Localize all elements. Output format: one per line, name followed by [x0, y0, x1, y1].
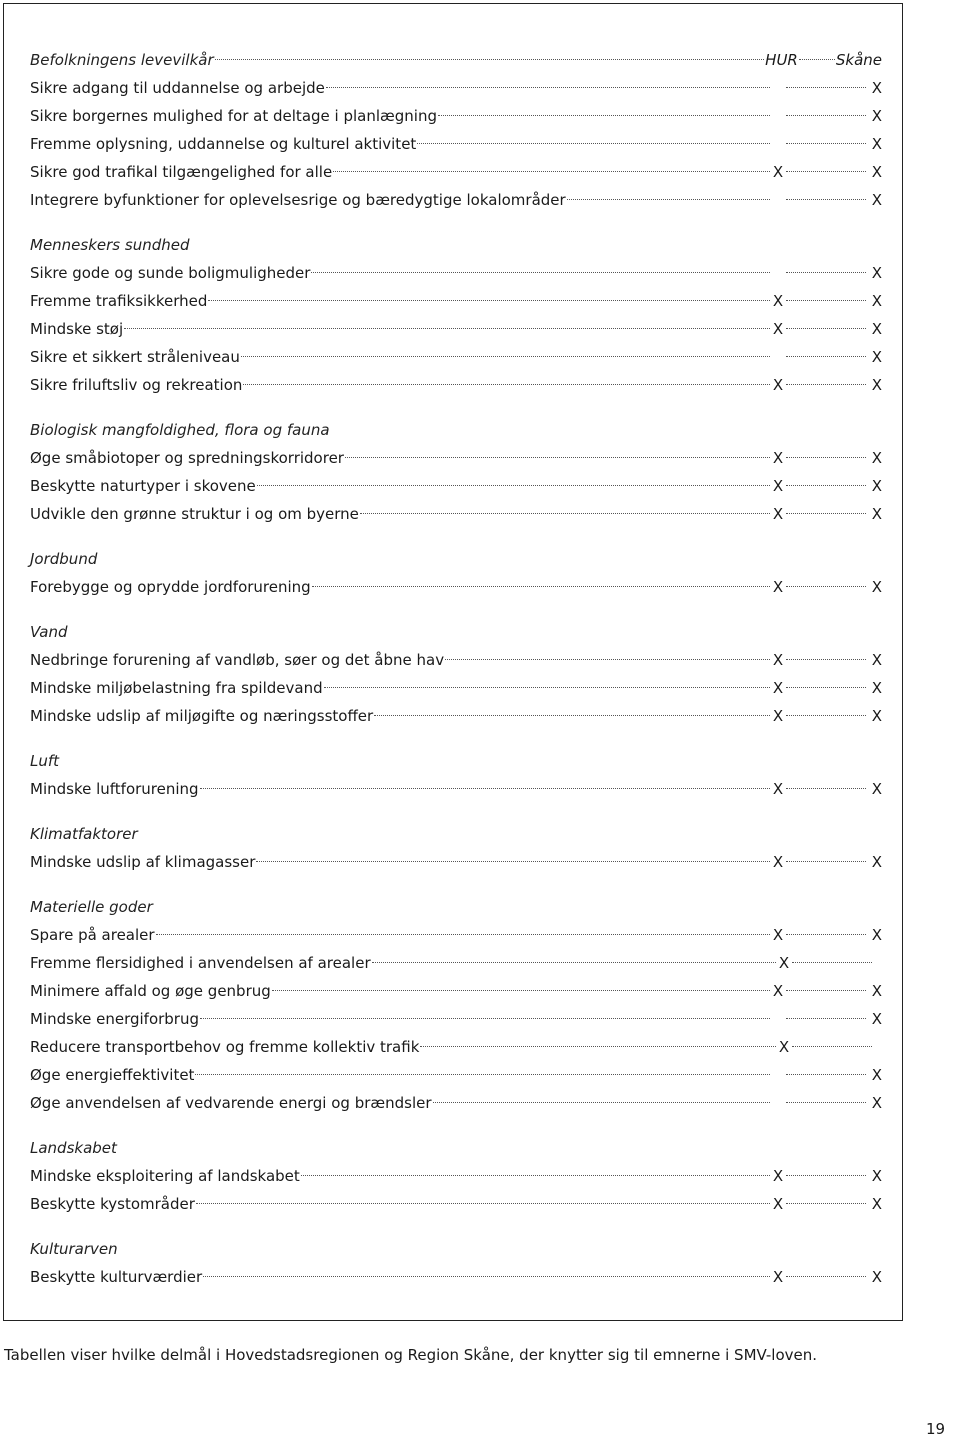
skane-mark: X: [871, 707, 882, 725]
dot-leader: [786, 300, 866, 301]
hur-mark: X: [772, 449, 784, 467]
dot-leader: [326, 87, 770, 88]
skane-mark: X: [871, 477, 882, 495]
dot-leader: [417, 143, 770, 144]
dot-leader: [372, 962, 776, 963]
dot-leader: [786, 934, 866, 935]
dot-leader: [786, 171, 866, 172]
section-heading: Klimatfaktorer: [30, 825, 138, 843]
dot-leader: [786, 115, 866, 116]
section-group: [30, 893, 882, 1117]
goal-label: Minimere affald og øge genbrug: [30, 982, 271, 1000]
section-heading: Materielle goder: [30, 898, 153, 916]
section-heading: Befolkningens levevilkår: [30, 51, 214, 69]
table-row: [30, 1190, 882, 1218]
table-row: [30, 775, 882, 803]
goal-label: Fremme trafiksikkerhed: [30, 292, 208, 310]
table-row: [30, 259, 882, 287]
skane-mark: X: [871, 449, 882, 467]
dot-leader: [241, 356, 770, 357]
hur-mark: X: [772, 982, 784, 1000]
hur-mark: X: [772, 1268, 784, 1286]
dot-leader: [792, 962, 872, 963]
section-heading: Jordbund: [30, 550, 98, 568]
dot-leader: [786, 457, 866, 458]
section-group: [30, 618, 882, 730]
skane-mark: X: [871, 1268, 882, 1286]
section-group: [30, 1235, 882, 1291]
goal-label: Øge småbiotoper og spredningskorridorer: [30, 449, 344, 467]
dot-leader: [786, 1102, 866, 1103]
table-row: [30, 1061, 882, 1089]
section-group: [30, 231, 882, 399]
dot-leader: [786, 687, 866, 688]
goal-label: Mindske energiforbrug: [30, 1010, 199, 1028]
table-row: [30, 1033, 882, 1061]
skane-mark: X: [871, 1066, 882, 1084]
skane-mark: X: [871, 505, 882, 523]
table-row: [30, 158, 882, 186]
dot-leader: [156, 934, 770, 935]
dot-leader: [786, 328, 866, 329]
dot-leader: [786, 485, 866, 486]
dot-leader: [786, 87, 866, 88]
skane-mark: X: [871, 264, 882, 282]
skane-mark: X: [871, 1094, 882, 1112]
goal-label: Fremme oplysning, uddannelse og kulturel aktivitet: [30, 135, 417, 153]
dot-leader: [215, 59, 765, 60]
skane-mark: X: [871, 135, 882, 153]
dot-leader: [786, 384, 866, 385]
goal-label: Nedbringe forurening af vandløb, søer og det åbne hav: [30, 651, 445, 669]
goal-label: Mindske luftforurening: [30, 780, 199, 798]
section-heading: Kulturarven: [30, 1240, 118, 1258]
dot-leader: [374, 715, 770, 716]
goal-label: Fremme flersidighed i anvendelsen af arealer: [30, 954, 371, 972]
table-row: [30, 1162, 882, 1190]
dot-leader: [786, 1074, 866, 1075]
section-group: [30, 46, 882, 214]
skane-mark: X: [871, 376, 882, 394]
hur-mark: X: [772, 853, 784, 871]
goal-label: Sikre borgernes mulighed for at deltage i planlægning: [30, 107, 437, 125]
dot-leader: [360, 513, 770, 514]
goal-label: Mindske miljøbelastning fra spildevand: [30, 679, 323, 697]
table-row: [30, 500, 882, 528]
table-row: [30, 921, 882, 949]
table-caption: Tabellen viser hvilke delmål i Hovedstadsregionen og Region Skåne, der knytter sig til emnerne i SMV-loven.: [4, 1346, 818, 1364]
goal-label: Mindske støj: [30, 320, 124, 338]
skane-mark: X: [871, 1195, 882, 1213]
dot-leader: [312, 586, 770, 587]
goal-label: Udvikle den grønne struktur i og om byerne: [30, 505, 359, 523]
dot-leader: [243, 384, 770, 385]
skane-mark: X: [871, 926, 882, 944]
dot-leader: [567, 199, 770, 200]
section-group: [30, 747, 882, 803]
dot-leader: [445, 659, 770, 660]
hur-mark: X: [772, 376, 784, 394]
skane-mark: X: [871, 348, 882, 366]
skane-mark: X: [871, 1010, 882, 1028]
table-row: [30, 646, 882, 674]
dot-leader: [786, 586, 866, 587]
table-row: [30, 848, 882, 876]
goal-label: Sikre adgang til uddannelse og arbejde: [30, 79, 325, 97]
hur-mark: X: [772, 679, 784, 697]
hur-mark: X: [772, 505, 784, 523]
dot-leader: [124, 328, 770, 329]
skane-mark: X: [871, 1167, 882, 1185]
skane-mark: X: [871, 163, 882, 181]
skane-mark: X: [871, 320, 882, 338]
goals-table: [30, 46, 882, 1308]
table-row: [30, 315, 882, 343]
skane-mark: X: [871, 679, 882, 697]
table-row: [30, 186, 882, 214]
hur-mark: X: [772, 1167, 784, 1185]
dot-leader: [208, 300, 770, 301]
dot-leader: [311, 272, 770, 273]
goal-label: Reducere transportbehov og fremme kollektiv trafik: [30, 1038, 420, 1056]
hur-mark: X: [772, 926, 784, 944]
dot-leader: [786, 143, 866, 144]
goal-label: Spare på arealer: [30, 926, 155, 944]
section-group: [30, 545, 882, 601]
dot-leader: [786, 659, 866, 660]
dot-leader: [786, 715, 866, 716]
table-row: [30, 287, 882, 315]
goal-label: Beskytte kystområder: [30, 1195, 195, 1213]
dot-leader: [200, 788, 770, 789]
goal-label: Mindske eksploitering af landskabet: [30, 1167, 300, 1185]
dot-leader: [420, 1046, 776, 1047]
table-row: [30, 1005, 882, 1033]
section-group: [30, 1134, 882, 1218]
dot-leader: [792, 1046, 872, 1047]
skane-mark: X: [871, 780, 882, 798]
dot-leader: [786, 1018, 866, 1019]
section-header-row: [30, 46, 882, 74]
dot-leader: [203, 1276, 770, 1277]
dot-leader: [786, 513, 866, 514]
hur-mark: X: [772, 1195, 784, 1213]
section-heading: Biologisk mangfoldighed, flora og fauna: [30, 421, 330, 439]
goal-label: Øge energieffektivitet: [30, 1066, 195, 1084]
dot-leader: [786, 356, 866, 357]
table-row: [30, 472, 882, 500]
hur-mark: X: [772, 707, 784, 725]
dot-leader: [786, 1175, 866, 1176]
hur-mark: X: [778, 954, 790, 972]
table-row: [30, 702, 882, 730]
table-row: [30, 573, 882, 601]
table-row: [30, 949, 882, 977]
dot-leader: [786, 272, 866, 273]
dot-leader: [195, 1074, 770, 1075]
hur-mark: X: [772, 651, 784, 669]
dot-leader: [345, 457, 770, 458]
section-group: [30, 820, 882, 876]
dot-leader: [257, 485, 770, 486]
goal-label: Sikre gode og sunde boligmuligheder: [30, 264, 311, 282]
dot-leader: [799, 59, 835, 60]
skane-mark: X: [871, 853, 882, 871]
skane-mark: X: [871, 79, 882, 97]
hur-mark: X: [772, 578, 784, 596]
goal-label: Mindske udslip af klimagasser: [30, 853, 256, 871]
skane-mark: X: [871, 107, 882, 125]
section-group: [30, 416, 882, 528]
table-row: [30, 343, 882, 371]
dot-leader: [272, 990, 770, 991]
table-row: [30, 74, 882, 102]
goal-label: Integrere byfunktioner for oplevelsesrige og bæredygtige lokalområder: [30, 191, 566, 209]
dot-leader: [301, 1175, 770, 1176]
dot-leader: [333, 171, 770, 172]
dot-leader: [200, 1018, 770, 1019]
hur-mark: X: [772, 163, 784, 181]
table-row: [30, 1263, 882, 1291]
skane-mark: X: [871, 191, 882, 209]
dot-leader: [196, 1203, 770, 1204]
hur-mark: X: [772, 320, 784, 338]
hur-mark: X: [772, 780, 784, 798]
dot-leader: [786, 1203, 866, 1204]
table-row: [30, 130, 882, 158]
goal-label: Øge anvendelsen af vedvarende energi og brændsler: [30, 1094, 432, 1112]
goal-label: Forebygge og oprydde jordforurening: [30, 578, 311, 596]
table-row: [30, 1089, 882, 1117]
dot-leader: [256, 861, 770, 862]
section-heading: Vand: [30, 623, 68, 641]
hur-mark: X: [778, 1038, 790, 1056]
table-row: [30, 371, 882, 399]
column-header-skane: Skåne: [835, 51, 882, 69]
dot-leader: [324, 687, 770, 688]
section-heading: Landskabet: [30, 1139, 117, 1157]
table-frame: [3, 3, 903, 1321]
dot-leader: [786, 1276, 866, 1277]
table-row: [30, 977, 882, 1005]
section-heading: Menneskers sundhed: [30, 236, 190, 254]
goal-label: Sikre friluftsliv og rekreation: [30, 376, 243, 394]
goal-label: Sikre et sikkert stråleniveau: [30, 348, 240, 366]
table-row: [30, 444, 882, 472]
column-header-hur: HUR: [765, 51, 798, 69]
dot-leader: [786, 199, 866, 200]
goal-label: Mindske udslip af miljøgifte og næringsstoffer: [30, 707, 374, 725]
dot-leader: [786, 861, 866, 862]
dot-leader: [438, 115, 770, 116]
hur-mark: X: [772, 292, 784, 310]
hur-mark: X: [772, 477, 784, 495]
table-row: [30, 102, 882, 130]
dot-leader: [786, 788, 866, 789]
goal-label: Beskytte kulturværdier: [30, 1268, 203, 1286]
goal-label: Beskytte naturtyper i skovene: [30, 477, 256, 495]
section-heading: Luft: [30, 752, 60, 770]
skane-mark: X: [871, 982, 882, 1000]
goal-label: Sikre god trafikal tilgængelighed for alle: [30, 163, 333, 181]
dot-leader: [786, 990, 866, 991]
page-number: 19: [926, 1420, 946, 1438]
skane-mark: X: [871, 292, 882, 310]
dot-leader: [433, 1102, 770, 1103]
skane-mark: X: [871, 578, 882, 596]
table-row: [30, 674, 882, 702]
skane-mark: X: [871, 651, 882, 669]
